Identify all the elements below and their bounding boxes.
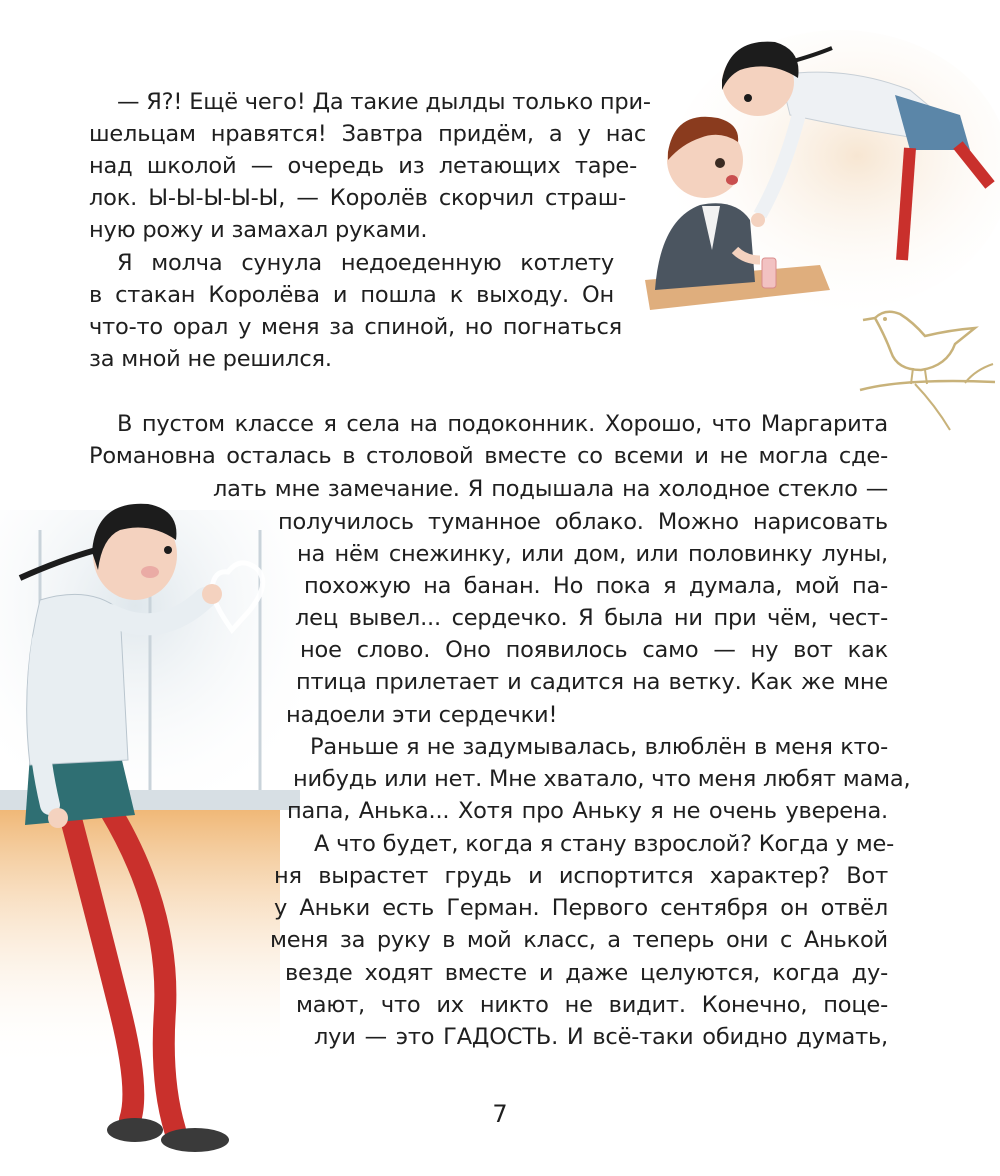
text-line: папа, Анька... Хотя про Аньку я не очень уверена. [287, 798, 888, 824]
text-line: за мной не решился. [89, 346, 332, 372]
text-line: меня за руку в мой класс, а теперь они с Анькой [270, 927, 888, 953]
text-line: Я молча сунула недоеденную котлету [117, 250, 614, 276]
text-line: над школой — очередь из летающих таре- [89, 153, 637, 179]
text-line: Раньше я не задумывалась, влюблён в меня кто- [310, 734, 888, 760]
illustration-girl-and-boy [640, 20, 1000, 320]
text-line: нибудь или нет. Мне хватало, что меня любят мама, [293, 766, 911, 792]
text-line: В пустом классе я села на подоконник. Хорошо, что Маргарита [117, 411, 888, 437]
text-line: луи — это ГАДОСТЬ. И всё-таки обидно думать, [314, 1024, 888, 1050]
text-line: у Аньки есть Герман. Первого сентября он отвёл [274, 895, 888, 921]
text-line: что-то орал у меня за спиной, но погнаться [89, 314, 622, 340]
text-line: Романовна осталась в столовой вместе со всеми и не могла сде- [89, 443, 888, 469]
text-line: в стакан Королёва и пошла к выходу. Он [89, 282, 614, 308]
text-line: ную рожу и замахал руками. [89, 217, 428, 243]
text-line: на нём снежинку, или дом, или половинку луны, [297, 541, 888, 567]
text-line: — Я?! Ещё чего! Да такие дылды только при- [117, 89, 651, 115]
text-line: шельцам нравятся! Завтра придём, а у нас [89, 121, 646, 147]
text-line: похожую на банан. Но пока я думала, мой па- [304, 573, 888, 599]
illustration-girl-at-window [0, 490, 310, 1170]
text-line: везде ходят вместе и даже целуются, когда ду- [285, 960, 888, 986]
text-line: лать мне замечание. Я подышала на холодное стекло — [213, 476, 888, 502]
text-line: получилось туманное облако. Можно нарисовать [278, 509, 888, 535]
text-line: А что будет, когда я стану взрослой? Когда у ме- [314, 831, 895, 857]
text-line: птица прилетает и садится на ветку. Как же мне [296, 669, 888, 695]
text-line: ня вырастет грудь и испортится характер? Вот [274, 863, 888, 889]
text-line: ное слово. Оно появилось само — ну вот как [300, 637, 888, 663]
text-line: лок. Ы-Ы-Ы-Ы-Ы, — Королёв скорчил страш- [89, 185, 626, 211]
page-number: 7 [492, 1100, 508, 1128]
text-line: лец вывел... сердечко. Я была ни при чём, чест- [295, 605, 888, 631]
text-line: надоели эти сердечки! [286, 702, 558, 728]
text-line: мают, что их никто не видит. Конечно, поце- [296, 992, 888, 1018]
